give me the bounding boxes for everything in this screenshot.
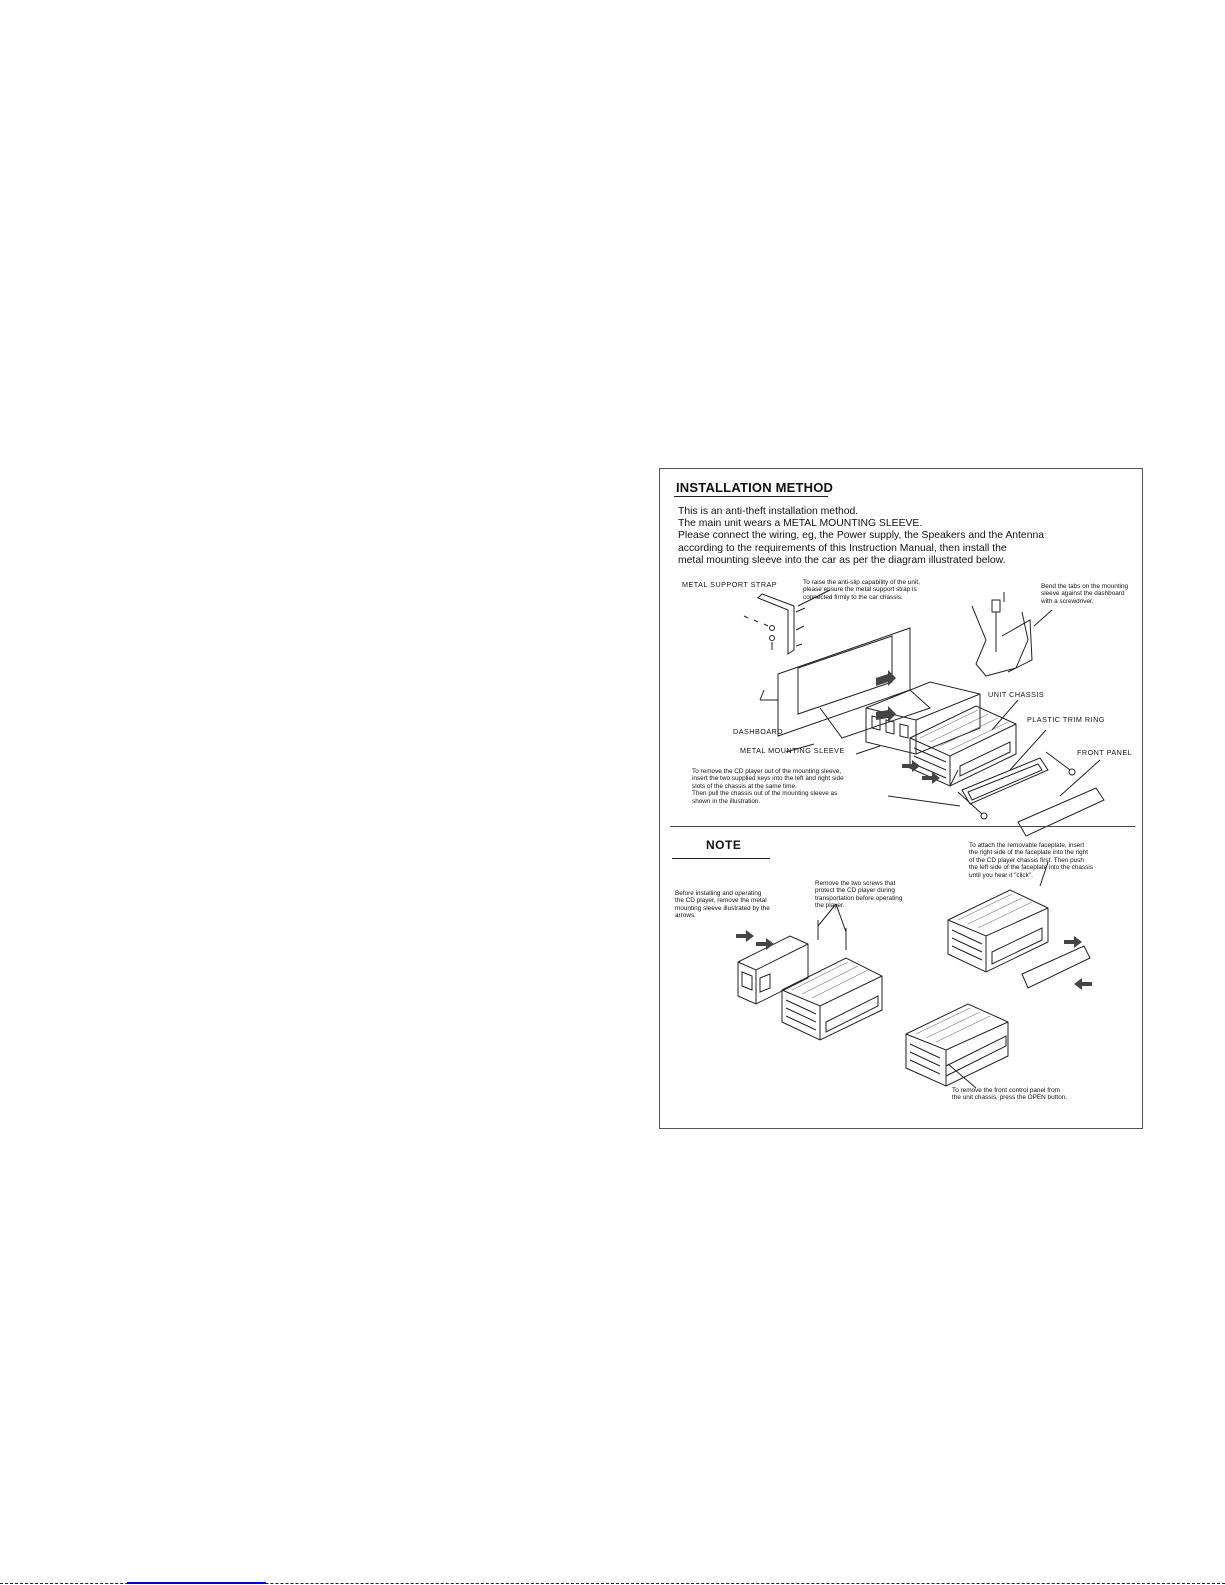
note-line: until you hear it "click". bbox=[969, 871, 1033, 879]
note-line: insert the two supplied keys into the left and right side bbox=[692, 775, 844, 783]
note-remove-panel bbox=[952, 1087, 1067, 1102]
note-line: sleeve against the dashboard bbox=[1041, 590, 1125, 598]
label-front-panel: FRONT PANEL bbox=[1077, 748, 1133, 757]
note-line: To remove the CD player out of the mounting sleeve, bbox=[692, 768, 842, 775]
note-line: shown in the illustration. bbox=[692, 797, 761, 805]
intro-line: The main unit wears a METAL MOUNTING SLEEVE. bbox=[678, 518, 923, 530]
note-line: connected firmly to the car chassis. bbox=[803, 593, 903, 601]
note-line: To attach the removable faceplate, insert bbox=[969, 842, 1085, 849]
label-unit-chassis: UNIT CHASSIS bbox=[988, 690, 1045, 699]
note-line: Bend the tabs on the mounting bbox=[1041, 583, 1129, 590]
note-remove-player bbox=[692, 768, 844, 805]
note-line: Remove the two screws that bbox=[815, 880, 896, 887]
note-line: transportation before operating bbox=[815, 894, 903, 902]
intro-line: metal mounting sleeve into the car as per the diagram illustrated below. bbox=[678, 554, 1006, 566]
note-before-installing bbox=[675, 890, 770, 920]
note-title: NOTE bbox=[706, 838, 742, 852]
footer-link-underline[interactable] bbox=[127, 1582, 266, 1584]
note-line: protect the CD player during bbox=[815, 887, 895, 895]
installation-method-title: INSTALLATION METHOD bbox=[676, 480, 834, 495]
note-line: the right side of the faceplate into the right bbox=[969, 849, 1089, 857]
section-divider bbox=[670, 826, 1135, 827]
note-line: Before installing and operating bbox=[675, 890, 762, 897]
note-underline bbox=[672, 858, 770, 859]
note-line: please ensure the metal support strap is bbox=[803, 586, 917, 594]
note-line: of the CD player chassis first. Then push bbox=[969, 856, 1084, 864]
note-line: To raise the anti-slip capability of the unit, bbox=[803, 579, 920, 586]
note-line: mounting sleeve illustrated by the bbox=[675, 904, 770, 912]
note-anti-slip bbox=[803, 579, 920, 601]
intro-line: Please connect the wiring, eg, the Power supply, the Speakers and the Antenna bbox=[678, 530, 1045, 542]
note-line: the player. bbox=[815, 902, 845, 910]
title-underline bbox=[674, 496, 828, 497]
label-plastic-trim-ring: PLASTIC TRIM RING bbox=[1027, 715, 1105, 724]
label-metal-mounting-sleeve: METAL MOUNTING SLEEVE bbox=[740, 746, 845, 755]
note-line: slots of the chassis at the same time. bbox=[692, 782, 797, 790]
note-line: To remove the front control panel from bbox=[952, 1087, 1060, 1094]
note-line: arrows. bbox=[675, 912, 696, 920]
note-line: the left side of the faceplate into the chassis bbox=[969, 864, 1093, 872]
label-metal-support-strap: METAL SUPPORT STRAP bbox=[682, 580, 778, 589]
note-attach-faceplate bbox=[969, 842, 1093, 879]
note-bend-tabs bbox=[1041, 583, 1128, 605]
note-line: Then pull the chassis out of the mounting sleeve as bbox=[692, 790, 838, 798]
note-line: with a screwdriver. bbox=[1041, 597, 1094, 605]
note-line: the CD player, remove the metal bbox=[675, 897, 767, 905]
intro-line: according to the requirements of this Instruction Manual, then install the bbox=[678, 542, 1007, 554]
installation-intro bbox=[678, 506, 1118, 567]
label-dashboard: DASHBOARD bbox=[733, 727, 784, 736]
note-remove-screws bbox=[815, 880, 902, 910]
intro-line: This is an anti-theft installation method. bbox=[678, 506, 859, 517]
note-line: the unit chassis, press the OPEN button. bbox=[952, 1094, 1068, 1102]
